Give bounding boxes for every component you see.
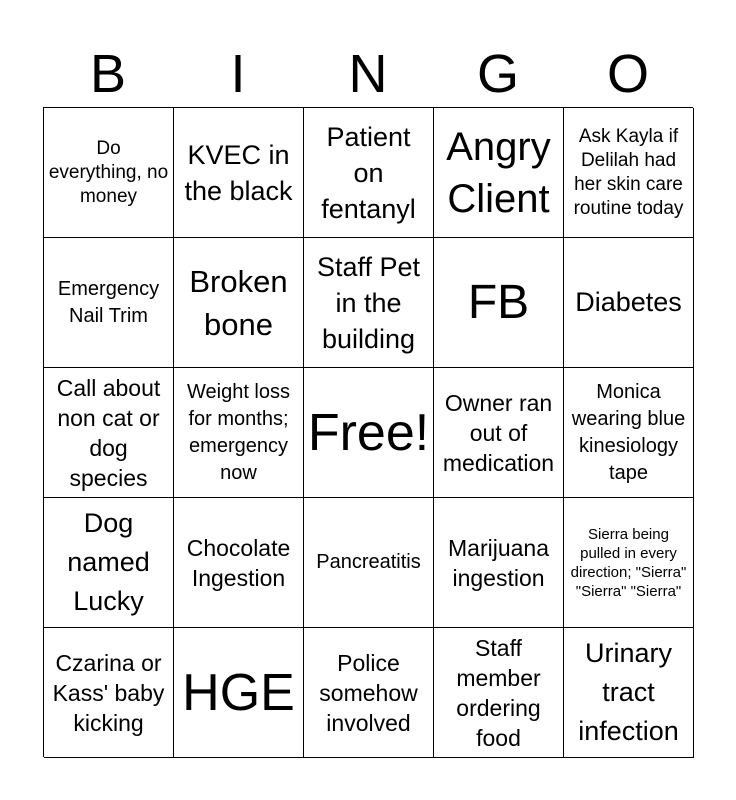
cell-text: Pancreatitis	[316, 551, 421, 573]
bingo-cell[interactable]	[434, 108, 564, 238]
bingo-grid	[43, 107, 693, 757]
bingo-cell[interactable]	[564, 628, 694, 758]
bingo-cell[interactable]	[304, 498, 434, 628]
cell-text: Marijuana ingestion	[448, 534, 549, 591]
bingo-cell[interactable]	[174, 498, 304, 628]
bingo-cell[interactable]	[564, 498, 694, 628]
cell-text: Broken bone	[189, 263, 288, 342]
bingo-header	[43, 42, 693, 106]
bingo-cell[interactable]	[44, 108, 174, 238]
cell-text: Owner ran out of medication	[442, 389, 555, 476]
cell-text: FB	[467, 275, 530, 329]
cell-text: Patient on fentanyl	[321, 121, 416, 224]
cell-text: HGE	[182, 663, 295, 722]
bingo-cell[interactable]	[434, 498, 564, 628]
bingo-cell[interactable]	[44, 498, 174, 628]
cell-text: Call about non cat or dog species	[56, 374, 161, 491]
cell-text: KVEC in the black	[184, 139, 293, 206]
cell-text: Dog named Lucky	[67, 508, 150, 616]
cell-text: Do everything, no money	[48, 137, 169, 207]
cell-text: Staff member ordering food	[456, 634, 541, 751]
bingo-cell[interactable]	[434, 628, 564, 758]
bingo-cell[interactable]	[304, 108, 434, 238]
bingo-cell[interactable]	[304, 238, 434, 368]
header-letter-b: B	[89, 44, 127, 104]
cell-text: Monica wearing blue kinesiology tape	[571, 380, 686, 484]
bingo-cell[interactable]	[44, 368, 174, 498]
cell-text: Free!	[307, 403, 430, 462]
header-letter-o: O	[606, 44, 649, 104]
cell-text: Diabetes	[575, 287, 682, 317]
bingo-cell[interactable]	[564, 238, 694, 368]
bingo-cell[interactable]	[174, 628, 304, 758]
cell-text: Police somehow involved	[319, 649, 418, 736]
bingo-cell[interactable]	[174, 108, 304, 238]
header-letter-i: I	[230, 44, 246, 104]
cell-text: Czarina or Kass' baby kicking	[52, 649, 165, 736]
bingo-cell[interactable]	[434, 238, 564, 368]
cell-text: Emergency Nail Trim	[57, 277, 160, 327]
header-letter-n: N	[348, 44, 388, 104]
cell-text: Ask Kayla if Delilah had her skin care routine today	[573, 125, 684, 219]
cell-text: Staff Pet in the building	[316, 251, 421, 354]
cell-text: Angry Client	[446, 124, 551, 221]
cell-text: Chocolate Ingestion	[186, 534, 291, 591]
bingo-cell[interactable]	[174, 238, 304, 368]
cell-text: Weight loss for months; emergency now	[186, 380, 290, 484]
bingo-cell[interactable]	[434, 368, 564, 498]
bingo-cell[interactable]	[564, 108, 694, 238]
bingo-cell[interactable]	[44, 628, 174, 758]
free-space[interactable]	[304, 368, 434, 498]
cell-text: Sierra being pulled in every direction; "Sierra" "Sierra" "Sierra"	[570, 525, 687, 600]
header-letter-g: G	[476, 44, 519, 104]
bingo-cell[interactable]	[44, 238, 174, 368]
cell-text: Urinary tract infection	[578, 638, 679, 746]
bingo-cell[interactable]	[564, 368, 694, 498]
bingo-cell[interactable]	[304, 628, 434, 758]
bingo-cell[interactable]	[174, 368, 304, 498]
